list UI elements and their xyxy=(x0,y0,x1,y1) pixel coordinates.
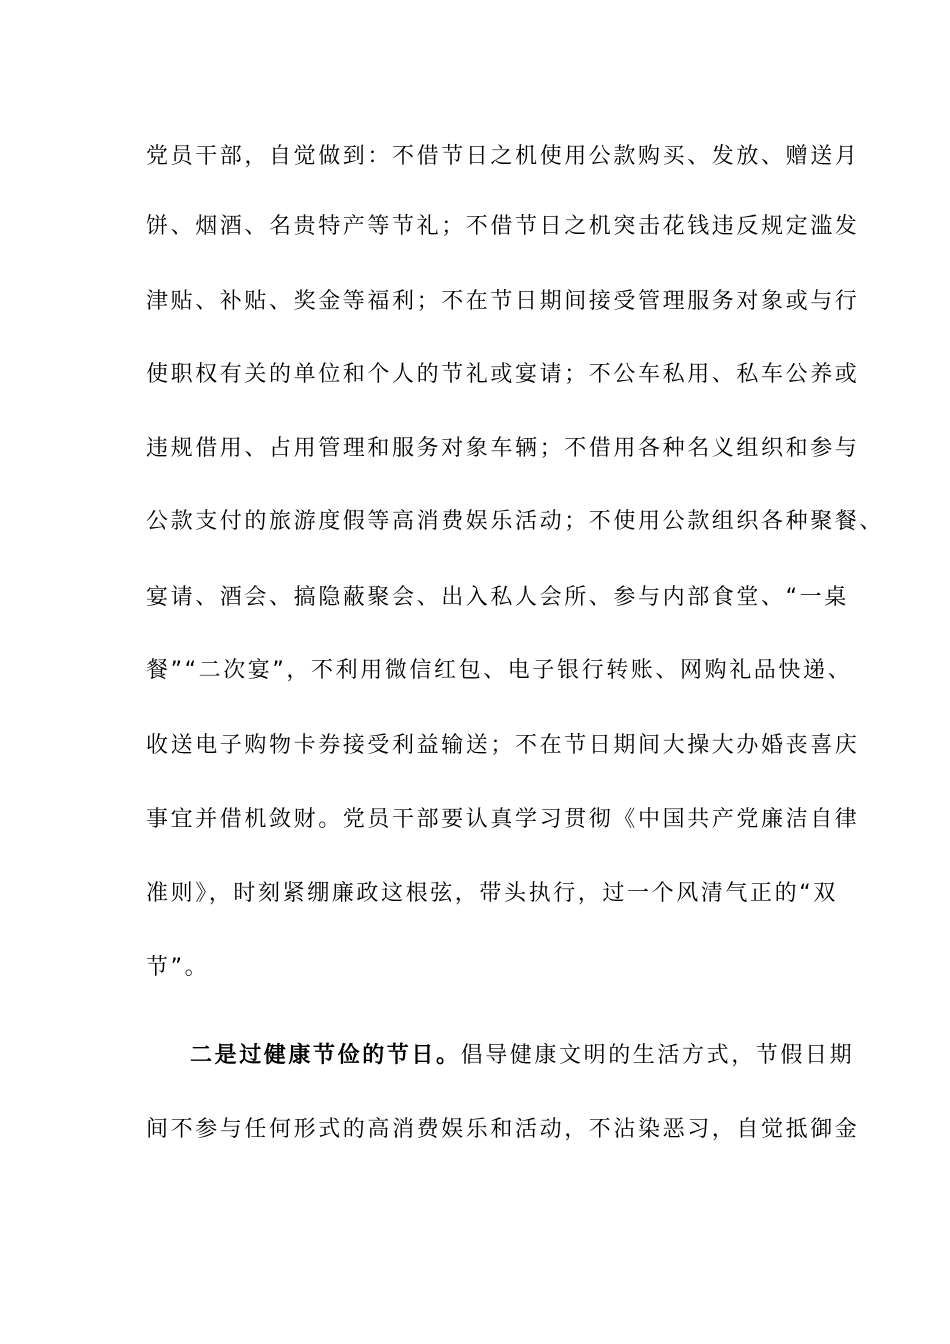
paragraph-line: 党员干部，自觉做到：不借节日之机使用公款购买、发放、赠送月 xyxy=(146,144,860,169)
paragraph-first-line xyxy=(190,1041,854,1071)
paragraph-text: 倡导健康文明的生活方式，节假日期 xyxy=(460,1043,855,1068)
paragraph-line: 餐”“二次宴”，不利用微信红包、电子银行转账、网购礼品快递、 xyxy=(146,658,853,683)
paragraph-line: 公款支付的旅游度假等高消费娱乐活动；不使用公款组织各种聚餐、 xyxy=(146,509,885,534)
paragraph-line: 宴请、酒会、搞隐蔽聚会、出入私人会所、参与内部食堂、“一桌 xyxy=(146,585,849,610)
section-heading: 二是过健康节俭的节日。 xyxy=(190,1043,461,1068)
paragraph-line: 津贴、补贴、奖金等福利；不在节日期间接受管理服务对象或与行 xyxy=(146,289,860,314)
paragraph-line: 节”。 xyxy=(146,955,210,980)
paragraph-line: 准则》，时刻紧绷廉政这根弦，带头执行，过一个风清气正的“双 xyxy=(146,881,838,906)
paragraph-line: 间不参与任何形式的高消费娱乐和活动，不沾染恶习，自觉抵御金 xyxy=(146,1117,860,1142)
paragraph-line: 事宜并借机敛财。党员干部要认真学习贯彻《中国共产党廉洁自律 xyxy=(146,807,860,832)
paragraph-line: 收送电子购物卡券接受利益输送；不在节日期间大操大办婚丧喜庆 xyxy=(146,733,860,758)
paragraph-line: 饼、烟酒、名贵特产等节礼；不借节日之机突击花钱违反规定滥发 xyxy=(146,214,860,239)
paragraph-line: 违规借用、占用管理和服务对象车辆；不借用各种名义组织和参与 xyxy=(146,436,860,461)
paragraph-line: 使职权有关的单位和个人的节礼或宴请；不公车私用、私车公养或 xyxy=(146,362,860,387)
